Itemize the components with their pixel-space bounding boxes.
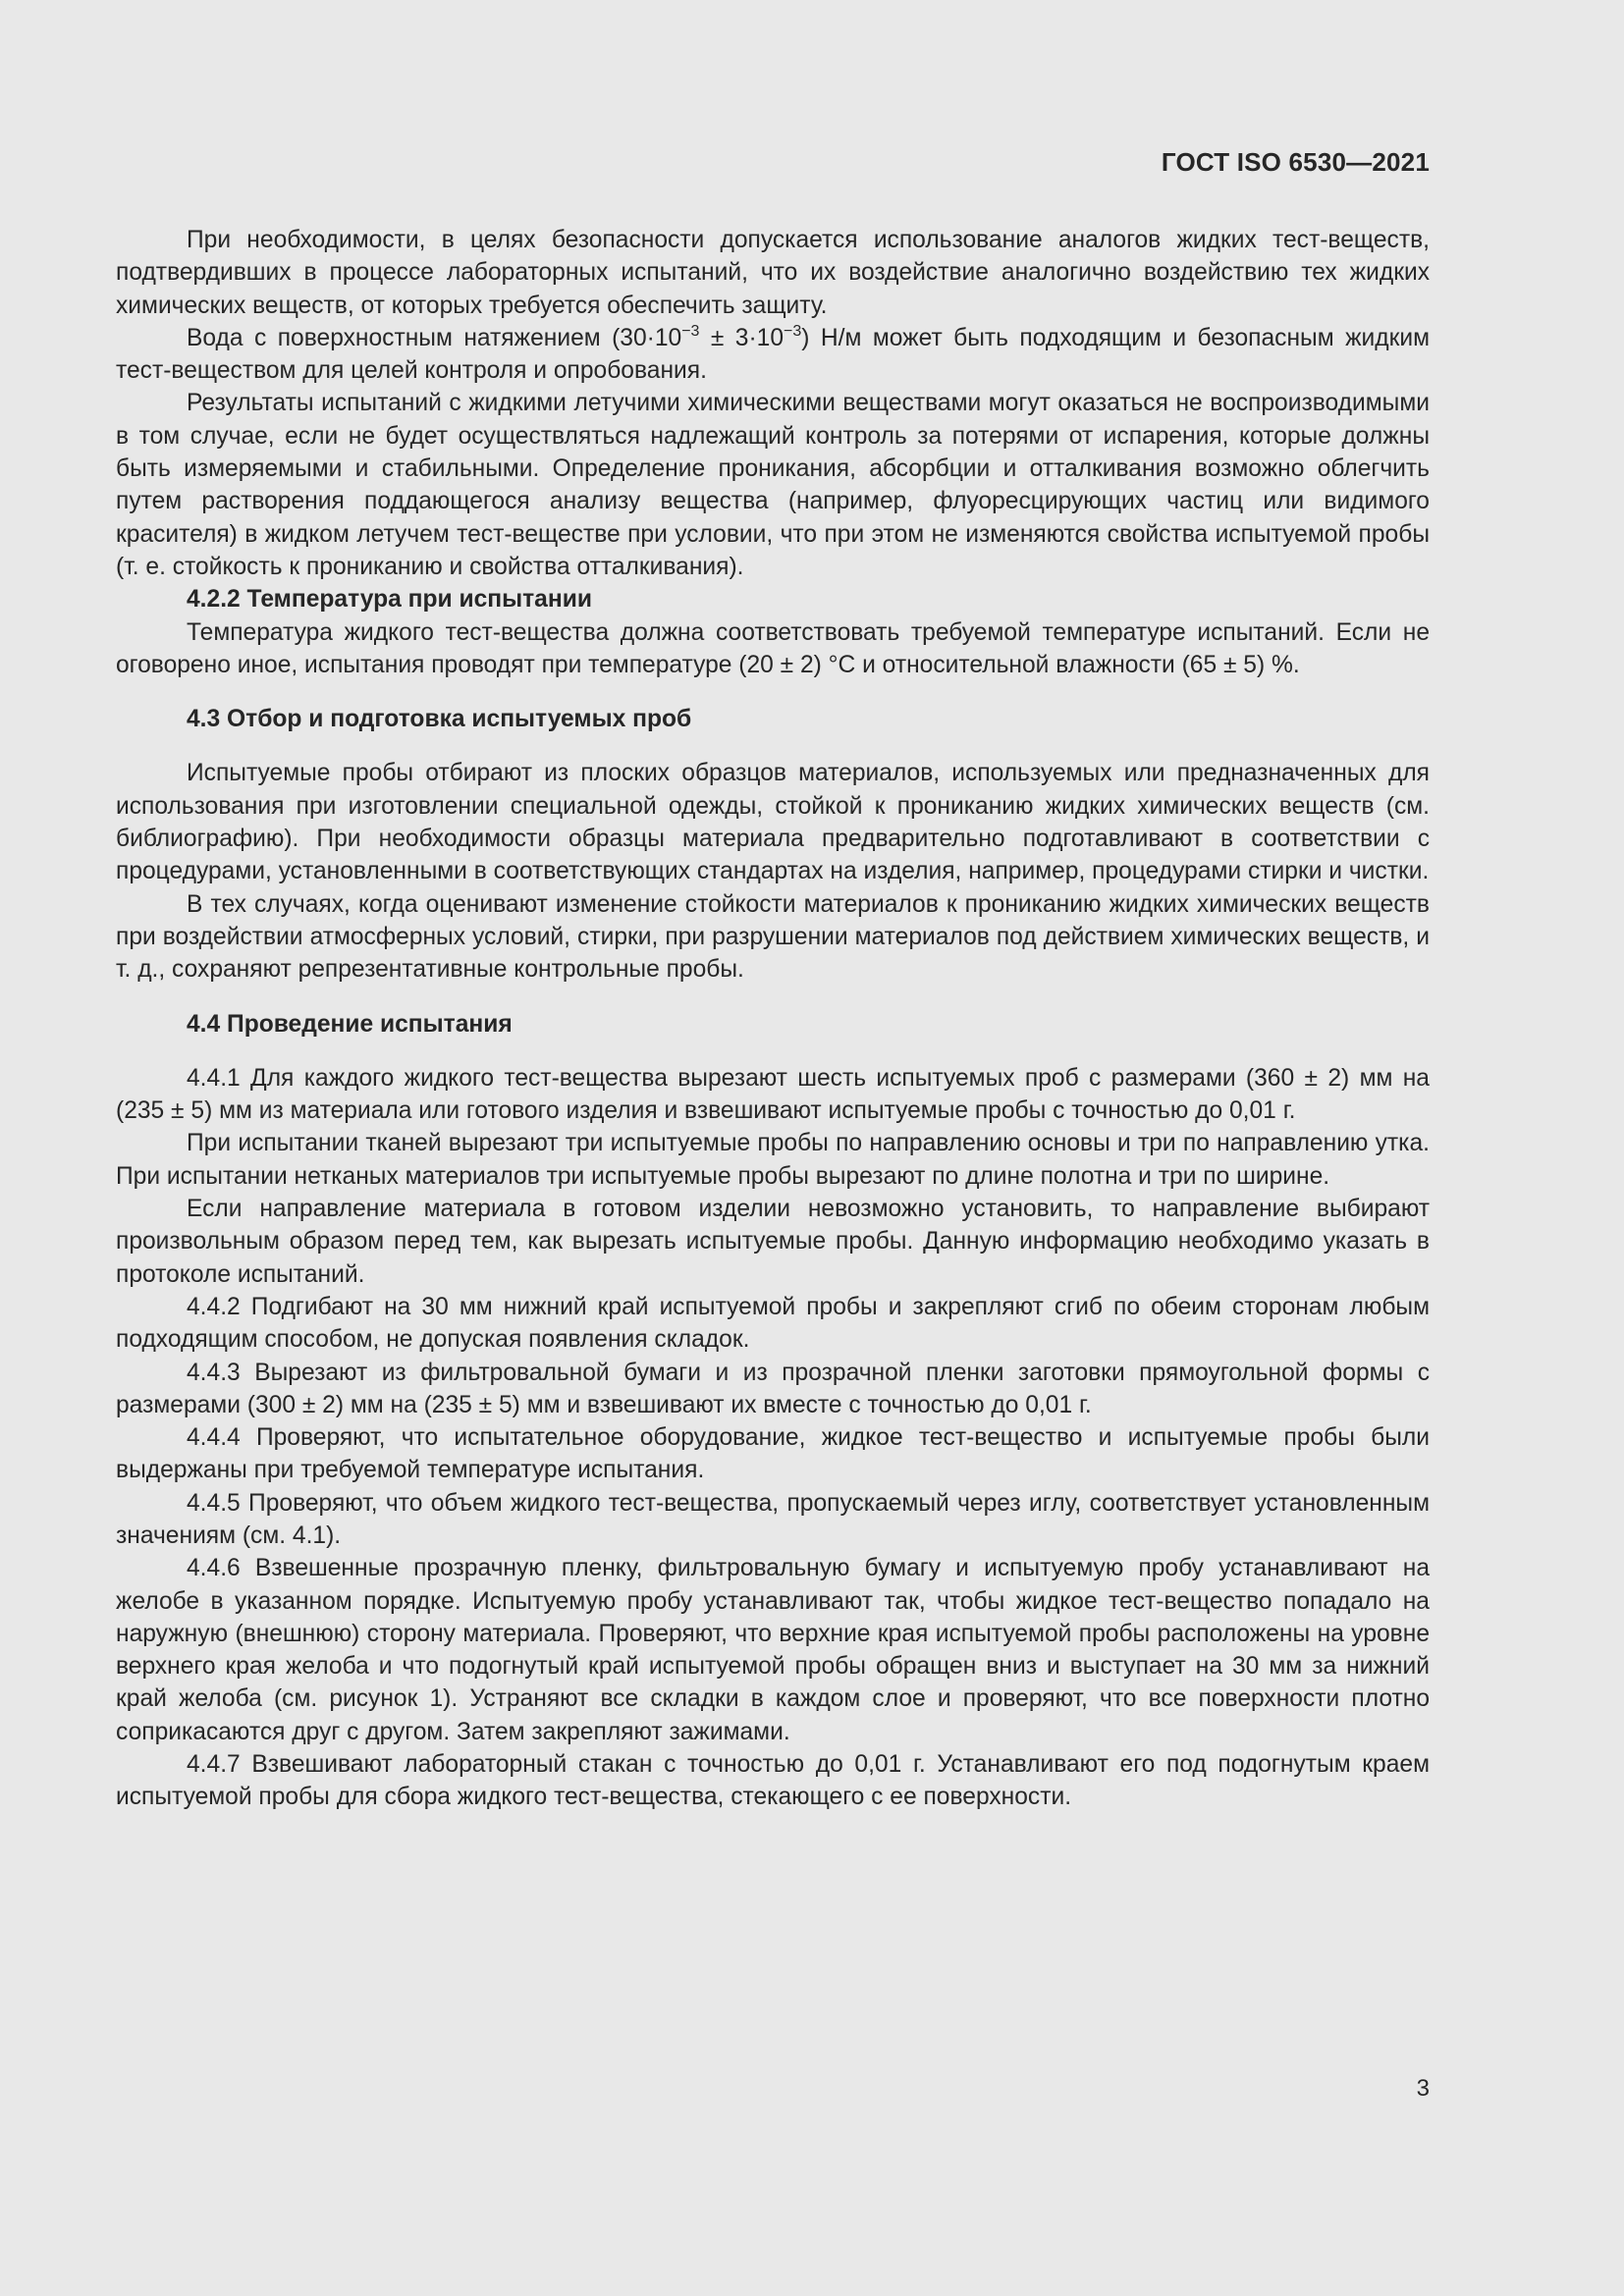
- paragraph-4-4-3: 4.4.3 Вырезают из фильтровальной бумаги и из прозрачной пленки заготовки прямоугольной формы с размерами (300 ± 2) мм на (235 ± 5) мм и взвешивают их вместе с точностью до 0,01 г.: [116, 1359, 1430, 1418]
- exponent-1: −3: [681, 322, 700, 340]
- paragraph-direction-unknown: Если направление материала в готовом изделии невозможно установить, то направление выбирают произвольным образом перед тем, как вырезать испытуемые пробы. Данную информацию необходимо указать в протоколе испытаний.: [116, 1196, 1430, 1288]
- paragraph-4-4-7: 4.4.7 Взвешивают лабораторный стакан с точностью до 0,01 г. Устанавливают его под подогнутым краем испытуемой пробы для сбора жидкого тест-вещества, стекающего с ее поверхности.: [116, 1751, 1430, 1811]
- paragraph-4-4-6: 4.4.6 Взвешенные прозрачную пленку, фильтровальную бумагу и испытуемую пробу устанавливают на желобе в указанном порядке. Испытуемую пробу устанавливают так, чтобы жидкое тест-вещество попадало на наружную (внешнюю) сторону материала. Проверяют, что верхние края испытуемой пробы расположены на уровне верхнего края желоба и что подогнутый край испытуемой пробы обращен вниз и выступает на 30 мм за нижний край желоба (см. рисунок 1). Устраняют все складки в каждом слое и проверяют, что все поверхности плотно соприкасаются друг с другом. Затем закрепляют зажимами.: [116, 1555, 1430, 1745]
- page-number: 3: [1416, 2075, 1430, 2102]
- paragraph-test-temperature: Температура жидкого тест-вещества должна соответствовать требуемой температуре испытаний. Если не оговорено иное, испытания проводят при температуре (20 ± 2) °С и относительной влажности (65 ± 5) %.: [116, 618, 1430, 678]
- paragraph-4-4-4: 4.4.4 Проверяют, что испытательное оборудование, жидкое тест-вещество и испытуемые пробы были выдержаны при требуемой температуре испытания.: [116, 1424, 1430, 1484]
- paragraph-4-4-1: 4.4.1 Для каждого жидкого тест-вещества вырезают шесть испытуемых проб с размерами (360 ± 2) мм на (235 ± 5) мм из материала или готового изделия и взвешивают испытуемые пробы с точностью до 0,01 г.: [116, 1064, 1430, 1125]
- document-header: ГОСТ ISO 6530—2021: [1161, 147, 1430, 177]
- paragraph-test-substance-analogs: При необходимости, в целях безопасности допускается использование аналогов жидких тест-веществ, подтвердивших в процессе лабораторных испытаний, что их воздействие аналогично воздействию тех жидких химических веществ, от которых требуется обеспечить защиту.: [116, 227, 1430, 319]
- heading-4-3: 4.3 Отбор и подготовка испытуемых проб: [187, 706, 692, 733]
- paragraph-water-surface-tension: [116, 322, 1430, 388]
- document-body: [116, 224, 1430, 1814]
- paragraph-4-4-5: 4.4.5 Проверяют, что объем жидкого тест-вещества, пропускаемый через иглу, соответствует установленным значениям (см. 4.1).: [116, 1489, 1430, 1549]
- heading-4-2-2: 4.2.2 Температура при испытании: [187, 586, 592, 614]
- paragraph-fabric-directions: При испытании тканей вырезают три испытуемые пробы по направлению основы и три по направлению утка. При испытании нетканых материалов три испытуемые пробы вырезают по длине полотна и три по ширине.: [116, 1130, 1430, 1190]
- water-text-before: Вода с поверхностным натяжением (30·10: [187, 324, 682, 351]
- paragraph-4-4-2: 4.4.2 Подгибают на 30 мм нижний край испытуемой пробы и закрепляют сгиб по обеим сторонам любым подходящим способом, не допуская появления складок.: [116, 1293, 1430, 1354]
- water-text-after: ) Н/м может быть подходящим и безопасным жидким тест-веществом для целей контроля и опробования.: [116, 324, 1431, 385]
- heading-4-4: 4.4 Проведение испытания: [187, 1010, 513, 1038]
- paragraph-sample-selection: Испытуемые пробы отбирают из плоских образцов материалов, используемых или предназначенных для использования при изготовлении специальной одежды, стойкой к прониканию жидких химических веществ (см. библиографию). При необходимости образцы материала предварительно подготавливают в соответствии с процедурами, установленными в соответствующих стандартах на изделия, например, процедурами стирки и чистки.: [116, 760, 1430, 885]
- water-text-middle: ± 3·10: [699, 324, 785, 351]
- paragraph-control-samples: В тех случаях, когда оценивают изменение стойкости материалов к прониканию жидких химических веществ при воздействии атмосферных условий, стирки, при разрушении материалов под действием химических веществ, и т. д., сохраняют репрезентативные контрольные пробы.: [116, 890, 1430, 984]
- paragraph-volatile-substances: Результаты испытаний с жидкими летучими химическими веществами могут оказаться не воспроизводимыми в том случае, если не будет осуществляться надлежащий контроль за потерями от испарения, которые должны быть измеряемыми и стабильными. Определение проникания, абсорбции и отталкивания возможно облегчить путем растворения поддающегося анализу вещества (например, флуоресцирующих частиц или видимого красителя) в жидком летучем тест-веществе при условии, что при этом не изменяются свойства испытуемой пробы (т. е. стойкость к прониканию и свойства отталкивания).: [116, 390, 1430, 580]
- exponent-2: −3: [784, 322, 802, 340]
